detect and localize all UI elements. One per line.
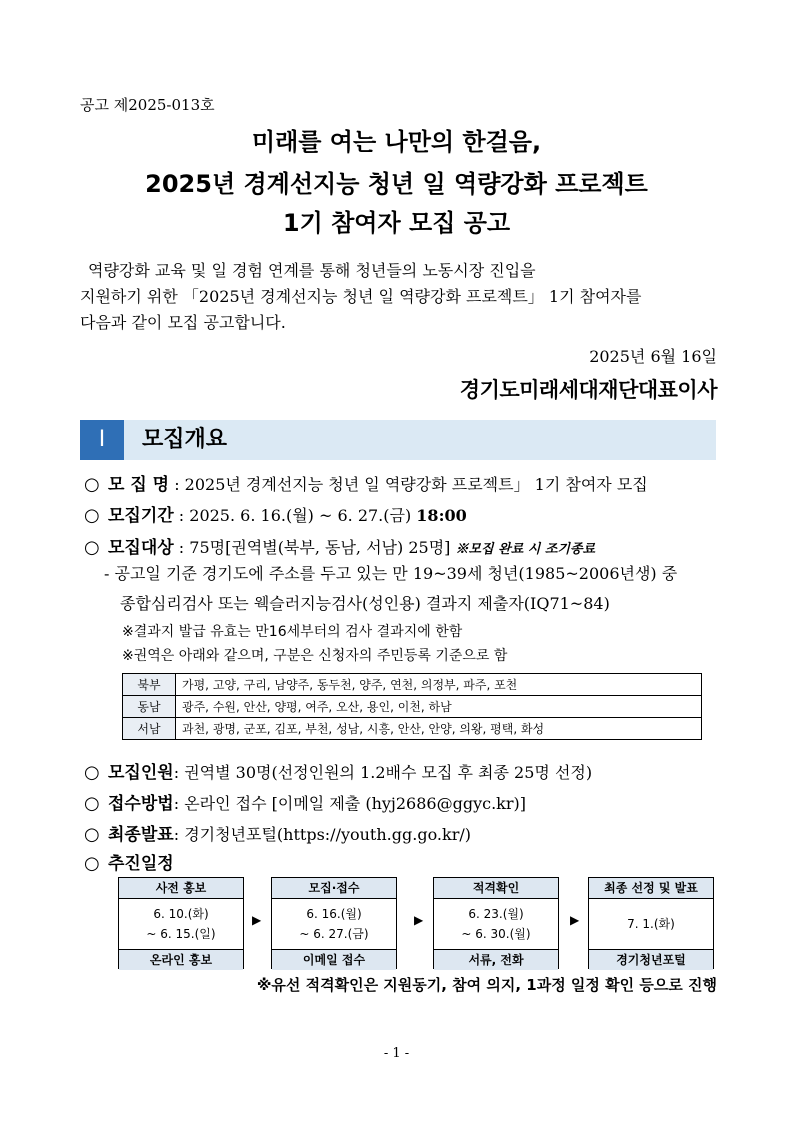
bullet-circle-icon: ○ xyxy=(84,505,100,526)
bullet-circle-icon: ○ xyxy=(84,824,100,845)
intro-line-2: 지원하기 위한 「2025년 경계선지능 청년 일 역량강화 프로젝트」 1기 참여자를 xyxy=(80,287,642,306)
intro-paragraph xyxy=(80,258,720,336)
page-number: - 1 - xyxy=(383,1046,410,1061)
item-recruit-target xyxy=(84,533,595,558)
schedule-step xyxy=(271,877,397,969)
region-name: 동남 xyxy=(123,696,176,718)
item-value: 경기청년포털(https://youth.gg.go.kr/) xyxy=(184,825,471,844)
announcement-date: 2025년 6월 16일 xyxy=(589,347,717,366)
organization-name: 경기도미래세대재단대표이사 xyxy=(459,378,717,402)
item-label: 모집기간 xyxy=(108,506,174,526)
arrow-right-icon: ▶ xyxy=(414,913,424,927)
bullet-circle-icon: ○ xyxy=(84,762,100,783)
item-schedule xyxy=(84,849,174,874)
step-date-start: 7. 1.(화) xyxy=(627,917,675,931)
step-date-end: ~ 6. 15.(일) xyxy=(146,927,216,941)
item-sep: : xyxy=(173,825,185,844)
region-cities: 과천, 광명, 군포, 김포, 부천, 성남, 시흥, 안산, 안양, 의왕, 평택, 화성 xyxy=(176,718,702,740)
verification-note: ※유선 적격확인은 지원동기, 참여 의지, 1과정 일정 확인 등으로 진행 xyxy=(256,976,717,994)
deadline-time: 18:00 xyxy=(416,506,467,525)
table-row xyxy=(123,696,702,718)
item-label: 추진일정 xyxy=(108,854,174,874)
table-row xyxy=(123,674,702,696)
item-sep: : xyxy=(173,506,190,525)
item-sep: : xyxy=(169,475,185,494)
step-title: 적격확인 xyxy=(434,878,558,899)
item-label: 최종발표 xyxy=(108,825,174,845)
region-rule-note: ※권역은 아래와 같으며, 구분은 신청자의 주민등록 기준으로 함 xyxy=(122,648,508,664)
step-method: 경기청년포털 xyxy=(589,949,713,970)
item-label: 모 집 명 xyxy=(108,475,170,495)
item-application-method xyxy=(84,789,526,814)
item-label: 접수방법 xyxy=(108,794,174,814)
item-sep: : xyxy=(173,763,185,782)
region-name: 서남 xyxy=(123,718,176,740)
target-detail-1: - 공고일 기준 경기도에 주소를 두고 있는 만 19~39세 청년(1985~2006년생) 중 xyxy=(104,564,678,583)
item-value: 온라인 접수 [이메일 제출 (hyj2686@ggyc.kr)] xyxy=(184,794,526,813)
region-name: 북부 xyxy=(123,674,176,696)
bullet-circle-icon: ○ xyxy=(84,537,100,558)
title-line-2: 2025년 경계선지능 청년 일 역량강화 프로젝트 xyxy=(145,170,648,198)
step-date-end: ~ 6. 30.(월) xyxy=(461,927,531,941)
bullet-circle-icon: ○ xyxy=(84,853,100,874)
item-headcount xyxy=(84,758,592,783)
step-dates xyxy=(119,899,243,949)
target-detail-2: 종합심리검사 또는 웩슬러지능검사(성인용) 결과지 제출자(IQ71~84) xyxy=(120,594,610,613)
step-date-end: ~ 6. 27.(금) xyxy=(299,927,369,941)
step-date-start: 6. 23.(월) xyxy=(468,907,524,921)
step-date-start: 6. 10.(화) xyxy=(153,907,209,921)
item-recruit-name xyxy=(84,470,648,495)
item-value: 75명[권역별(북부, 동남, 서남) 25명] xyxy=(189,538,456,557)
section-header xyxy=(80,420,716,460)
section-title: 모집개요 xyxy=(142,427,228,452)
bullet-circle-icon: ○ xyxy=(84,474,100,495)
step-dates xyxy=(434,899,558,949)
step-title: 사전 홍보 xyxy=(119,878,243,899)
step-method: 온라인 홍보 xyxy=(119,949,243,970)
item-sep: : xyxy=(173,538,190,557)
step-dates xyxy=(589,899,713,949)
item-value: 2025년 경계선지능 청년 일 역량강화 프로젝트」 1기 참여자 모집 xyxy=(184,475,648,494)
notice-number: 공고 제2025-013호 xyxy=(80,96,215,114)
schedule-flow xyxy=(118,877,718,969)
schedule-step xyxy=(588,877,714,969)
item-final-announcement xyxy=(84,820,471,845)
item-label: 모집인원 xyxy=(108,763,174,783)
step-method: 서류, 전화 xyxy=(434,949,558,970)
bullet-circle-icon: ○ xyxy=(84,793,100,814)
step-method: 이메일 접수 xyxy=(272,949,396,970)
region-cities: 가평, 고양, 구리, 남양주, 동두천, 양주, 연천, 의정부, 파주, 포천 xyxy=(176,674,702,696)
title-line-1: 미래를 여는 나만의 한걸음, xyxy=(251,128,542,156)
step-title: 모집·접수 xyxy=(272,878,396,899)
item-value: 2025. 6. 16.(월) ~ 6. 27.(금) xyxy=(189,506,417,525)
title-line-3: 1기 참여자 모집 공고 xyxy=(282,209,511,237)
region-cities: 광주, 수원, 안산, 양평, 여주, 오산, 용인, 이천, 하남 xyxy=(176,696,702,718)
arrow-right-icon: ▶ xyxy=(252,913,262,927)
intro-line-3: 다음과 같이 모집 공고합니다. xyxy=(80,313,286,332)
item-recruit-period xyxy=(84,501,467,526)
result-validity-note: ※결과지 발급 유효는 만16세부터의 검사 결과지에 한함 xyxy=(122,624,463,640)
early-close-note: ※모집 완료 시 조기종료 xyxy=(455,542,596,557)
intro-line-1: 역량강화 교육 및 일 경험 연계를 통해 청년들의 노동시장 진입을 xyxy=(88,261,536,280)
schedule-step xyxy=(118,877,244,969)
table-row xyxy=(123,718,702,740)
arrow-right-icon: ▶ xyxy=(570,913,580,927)
step-dates xyxy=(272,899,396,949)
region-table xyxy=(122,673,702,740)
schedule-step xyxy=(433,877,559,969)
step-date-start: 6. 16.(월) xyxy=(306,907,362,921)
step-title: 최종 선정 및 발표 xyxy=(589,878,713,899)
section-number: Ⅰ xyxy=(80,420,124,460)
item-value: 권역별 30명(선정인원의 1.2배수 모집 후 최종 25명 선정) xyxy=(184,763,593,782)
item-label: 모집대상 xyxy=(108,538,174,558)
item-sep: : xyxy=(173,794,185,813)
